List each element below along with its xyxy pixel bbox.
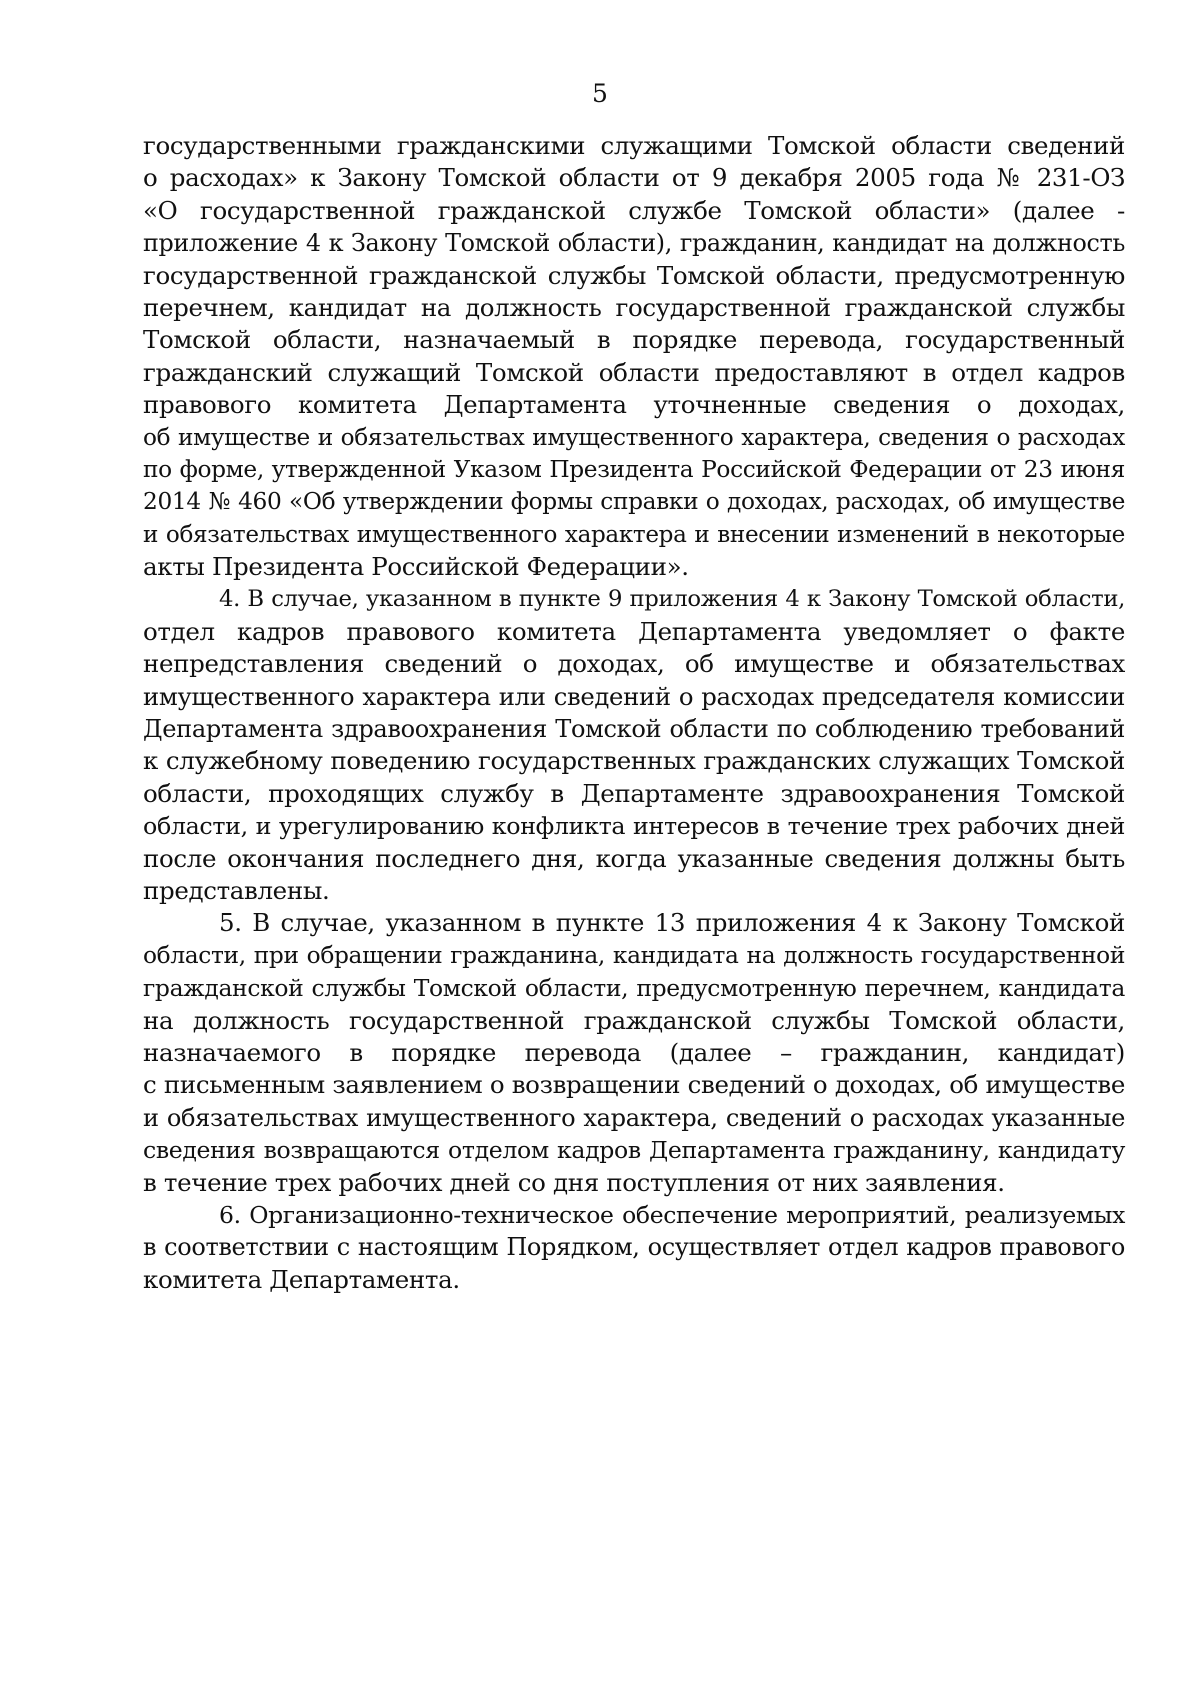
text-line: на должность государственной гражданской службы Томской области, [143,1005,1125,1035]
text-line: к служебному поведению государственных гражданских служащих Томской [143,746,1125,776]
text-line: 6. Организационно-техническое обеспечение мероприятий, реализуемых [219,1200,1125,1229]
text-line: правового комитета Департамента уточненные сведения о доходах, [143,390,1125,420]
text-line: и обязательствах имущественного характера и внесении изменений в некоторые [143,521,1125,548]
paragraph-5 [143,907,1125,1199]
text-line: гражданский служащий Томской области предоставляют в отдел кадров [143,357,1125,387]
text-line: представлены. [143,875,330,905]
document-body [143,130,1125,1296]
text-line: имущественного характера или сведений о расходах председателя комиссии [143,681,1125,711]
text-line: гражданской службы Томской области, предусмотренную перечнем, кандидата [143,974,1125,1003]
text-line: приложение 4 к Закону Томской области), гражданин, кандидат на должность [143,229,1125,258]
text-line: перечнем, кандидат на должность государственной гражданской службы [143,292,1125,322]
paragraph-6 [143,1199,1125,1296]
text-line: по форме, утвержденной Указом Президента Российской Федерации от 23 июня [143,455,1125,483]
text-line: назначаемого в порядке перевода (далее – гражданин, кандидат) [143,1037,1125,1067]
text-line: 2014 № 460 «Об утверждении формы справки о доходах, расходах, об имуществе [143,488,1125,516]
text-line: с письменным заявлением о возвращении сведений о доходах, об имуществе [143,1070,1125,1100]
text-line: сведения возвращаются отделом кадров Департамента гражданину, кандидату [143,1136,1125,1165]
text-line: в течение трех рабочих дней со дня поступления от них заявления. [143,1167,1005,1197]
text-line: области, при обращении гражданина, кандидата на должность государственной [143,941,1125,969]
text-line: 5. В случае, указанном в пункте 13 приложения 4 к Закону Томской [219,908,1125,938]
text-line: области, и урегулированию конфликта интересов в течение трех рабочих дней [143,812,1125,841]
text-line: «О государственной гражданской службе Томской области» (далее - [143,195,1125,225]
text-line: об имуществе и обязательствах имущественного характера, сведения о расходах [143,423,1125,451]
text-line: комитета Департамента. [143,1264,460,1294]
text-line: в соответствии с настоящим Порядком, осуществляет отдел кадров правового [143,1233,1125,1262]
text-line: отдел кадров правового комитета Департамента уведомляет о факте [143,616,1125,646]
text-line: 4. В случае, указанном в пункте 9 приложения 4 к Закону Томской области, [219,586,1125,613]
text-line: после окончания последнего дня, когда указанные сведения должны быть [143,843,1125,873]
text-line: Департамента здравоохранения Томской области по соблюдению требований [143,715,1125,744]
text-line: Томской области, назначаемый в порядке перевода, государственный [143,325,1125,355]
text-line: и обязательствах имущественного характера, сведений о расходах указанные [143,1103,1125,1132]
paragraph-4 [143,583,1125,907]
page-number: 5 [592,79,608,108]
text-line: непредставления сведений о доходах, об имуществе и обязательствах [143,649,1125,679]
paragraph-1 [143,130,1125,583]
text-line: о расходах» к Закону Томской области от 9 декабря 2005 года № 231-ОЗ [143,163,1125,193]
text-line: области, проходящих службу в Департаменте здравоохранения Томской [143,778,1125,808]
text-line: акты Президента Российской Федерации». [143,552,689,582]
text-line: государственной гражданской службы Томской области, предусмотренную [143,260,1125,290]
text-line: государственными гражданскими служащими Томской области сведений [143,131,1125,160]
